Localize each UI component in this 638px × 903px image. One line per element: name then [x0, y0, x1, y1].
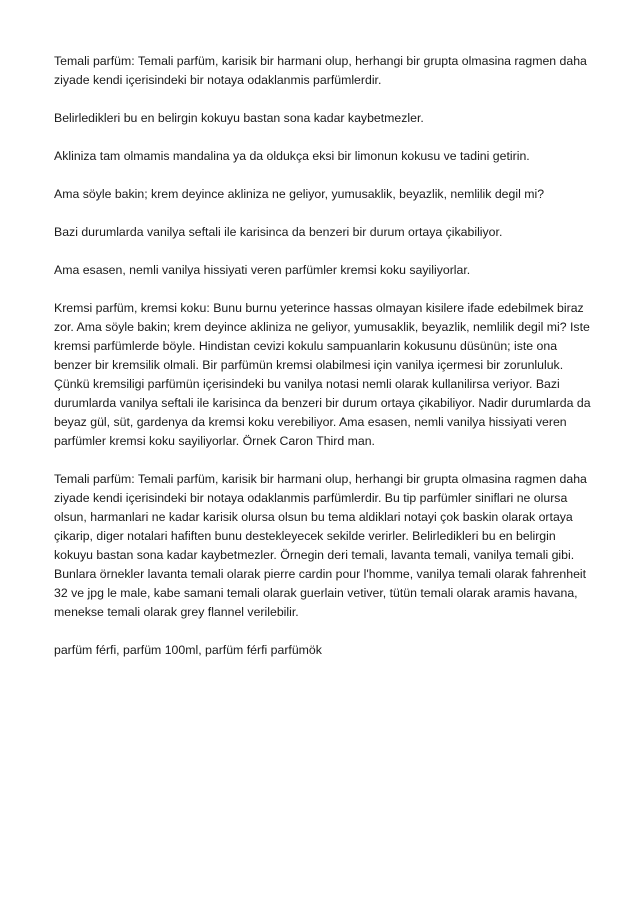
paragraph-temali-parfum: Temali parfüm: Temali parfüm, karisik bir harmani olup, herhangi bir grupta olmasina ragmen daha ziyade kendi içerisindeki bir notaya odaklanmis parfümlerdir. Bu tip parfümler siniflari ne olursa olsun, harmanlari ne kadar karisik olursa olsun bu tema aldiklari notayi çok baskin olarak ortaya çikarip, diger notalari hafiften bunu destekleyecek sekilde verirler. Belirledikleri bu en belirgin kokuyu bastan sona kadar kaybetmezler. Örnegin deri temali, lavanta temali, vanilya temali gibi. Bunlara örnekler lavanta temali olarak pierre cardin pour l'homme, vanilya temali olarak fahrenheit 32 ve jpg le male, kabe samani temali olarak guerlain vetiver, tütün temali olarak aramis havana, menekse temali olarak grey flannel verilebilir.: [54, 472, 587, 619]
paragraph-krem-question: Ama söyle bakin; krem deyince akliniza ne geliyor, yumusaklik, beyazlik, nemlilik degil mi?: [54, 187, 545, 201]
paragraph-keywords: parfüm férfi, parfüm 100ml, parfüm férfi parfümök: [54, 643, 322, 657]
paragraph-vanilya-seftali: Bazi durumlarda vanilya seftali ile karisinca da benzeri bir durum ortaya çikabiliyor.: [54, 225, 503, 239]
paragraph-kremsi-parfum: Kremsi parfüm, kremsi koku: Bunu burnu yeterince hassas olmayan kisilere ifade edebilmek biraz zor. Ama söyle bakin; krem deyince akliniza ne geliyor, yumusaklik, beyazlik, nemlilik degil mi? Iste kremsi parfümlerde böyle. Hindistan cevizi kokulu sampuanlarin kokusunu düsünün; iste ona benzer bir kremsilik olmali. Bir parfümün kremsi olabilmesi için vanilya içermesi bir zorunluluk. Çünkü kremsiligi parfümün içerisindeki bu vanilya notasi nemli olarak kullanilirsa veriyor. Bazi durumlarda vanilya seftali ile karisinca da benzeri bir durum ortaya çikabiliyor. Nadir durumlarda da beyaz gül, süt, gardenya da kremsi koku verebiliyor. Ama esasen, nemli vanilya hissiyati veren parfümler kremsi koku sayiliyorlar. Örnek Caron Third man.: [54, 301, 591, 448]
document-page: [54, 52, 594, 660]
paragraph-mandalina: Akliniza tam olmamis mandalina ya da oldukça eksi bir limonun kokusu ve tadini getirin.: [54, 149, 530, 163]
paragraph-belirledikleri: Belirledikleri bu en belirgin kokuyu bastan sona kadar kaybetmezler.: [54, 111, 424, 125]
paragraph-nemli-vanilya: Ama esasen, nemli vanilya hissiyati veren parfümler kremsi koku sayiliyorlar.: [54, 263, 471, 277]
paragraph-temali-intro: Temali parfüm: Temali parfüm, karisik bir harmani olup, herhangi bir grupta olmasina ragmen daha ziyade kendi içerisindeki bir notaya odaklanmis parfümlerdir.: [54, 54, 587, 87]
